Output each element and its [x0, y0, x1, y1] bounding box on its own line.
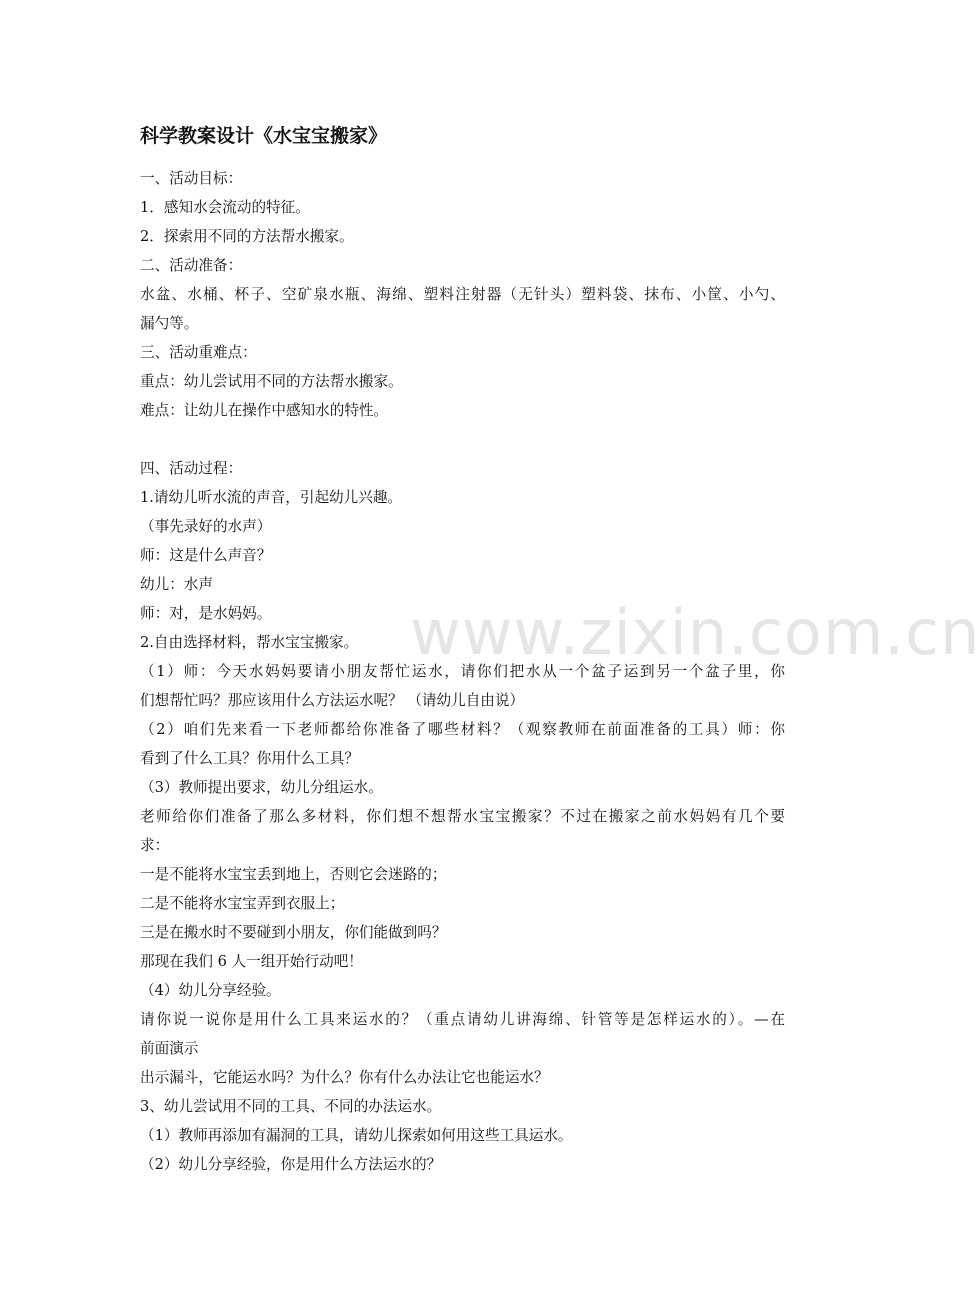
text-line: 水盆、水桶、杯子、空矿泉水瓶、海绵、塑料注射器（无针头）塑料袋、抹布、小筐、小勺、 — [140, 286, 785, 303]
text-line: 请你说一说你是用什么工具来运水的？（重点请幼儿讲海绵、针管等是怎样运水的）。—在 — [140, 1011, 785, 1028]
text-line: 漏勺等。 — [140, 315, 199, 332]
text-line: （2）咱们先来看一下老师都给你准备了哪些材料？（观察教师在前面准备的工具）师：你 — [140, 721, 785, 738]
text-line: 师：对，是水妈妈。 — [140, 605, 272, 622]
document-title: 科学教案设计《水宝宝搬家》 — [140, 125, 388, 147]
text-line: （4）幼儿分享经验。 — [140, 982, 281, 999]
blank-line — [140, 425, 785, 454]
watermark: www.zixin.com.cn — [410, 596, 980, 669]
text-line: 三、活动重难点： — [140, 344, 257, 361]
text-line: 一、活动目标： — [140, 170, 243, 187]
text-line: 师：这是什么声音？ — [140, 547, 272, 564]
text-line: 3、幼儿尝试用不同的工具、不同的办法运水。 — [140, 1098, 442, 1115]
text-line: 2．探索用不同的方法帮水搬家。 — [140, 228, 354, 245]
text-line: 看到了什么工具？你用什么工具？ — [140, 750, 359, 767]
text-line: 二是不能将水宝宝弄到衣服上； — [140, 895, 345, 912]
text-line: 二、活动准备： — [140, 257, 243, 274]
text-line: （3）教师提出要求，幼儿分组运水。 — [140, 779, 383, 796]
text-line: 2.自由选择材料，帮水宝宝搬家。 — [140, 634, 359, 651]
text-line: 1．感知水会流动的特征。 — [140, 199, 310, 216]
text-line: 四、活动过程： — [140, 460, 243, 477]
text-line: 三是在搬水时不要碰到小朋友，你们能做到吗？ — [140, 924, 447, 941]
text-line: 重点：幼儿尝试用不同的方法帮水搬家。 — [140, 373, 403, 390]
text-line: （事先录好的水声） — [140, 518, 272, 535]
text-line: 幼儿：水声 — [140, 576, 213, 593]
document-lines — [140, 164, 785, 1179]
text-line: 老师给你们准备了那么多材料，你们想不想帮水宝宝搬家？不过在搬家之前水妈妈有几个要 — [140, 808, 785, 825]
text-line: 前面演示 — [140, 1040, 199, 1057]
document-body — [140, 120, 785, 1179]
text-line: 们想帮忙吗？那应该用什么方法运水呢？ （请幼儿自由说） — [140, 692, 525, 709]
text-line: 难点：让幼儿在操作中感知水的特性。 — [140, 402, 389, 419]
text-line: 1.请幼儿听水流的声音，引起幼儿兴趣。 — [140, 489, 403, 506]
text-line: 求： — [140, 837, 170, 854]
text-line: 一是不能将水宝宝丢到地上，否则它会迷路的； — [140, 866, 447, 883]
text-line: 那现在我们 6 人一组开始行动吧！ — [140, 953, 363, 970]
text-line: （1）教师再添加有漏洞的工具，请幼儿探索如何用这些工具运水。 — [140, 1127, 573, 1144]
text-line: 出示漏斗，它能运水吗？为什么？你有什么办法让它也能运水？ — [140, 1069, 549, 1086]
text-line: （2）幼儿分享经验，你是用什么方法运水的？ — [140, 1156, 442, 1173]
text-line: （1）师：今天水妈妈要请小朋友帮忙运水，请你们把水从一个盆子运到另一个盆子里，你 — [140, 663, 785, 680]
